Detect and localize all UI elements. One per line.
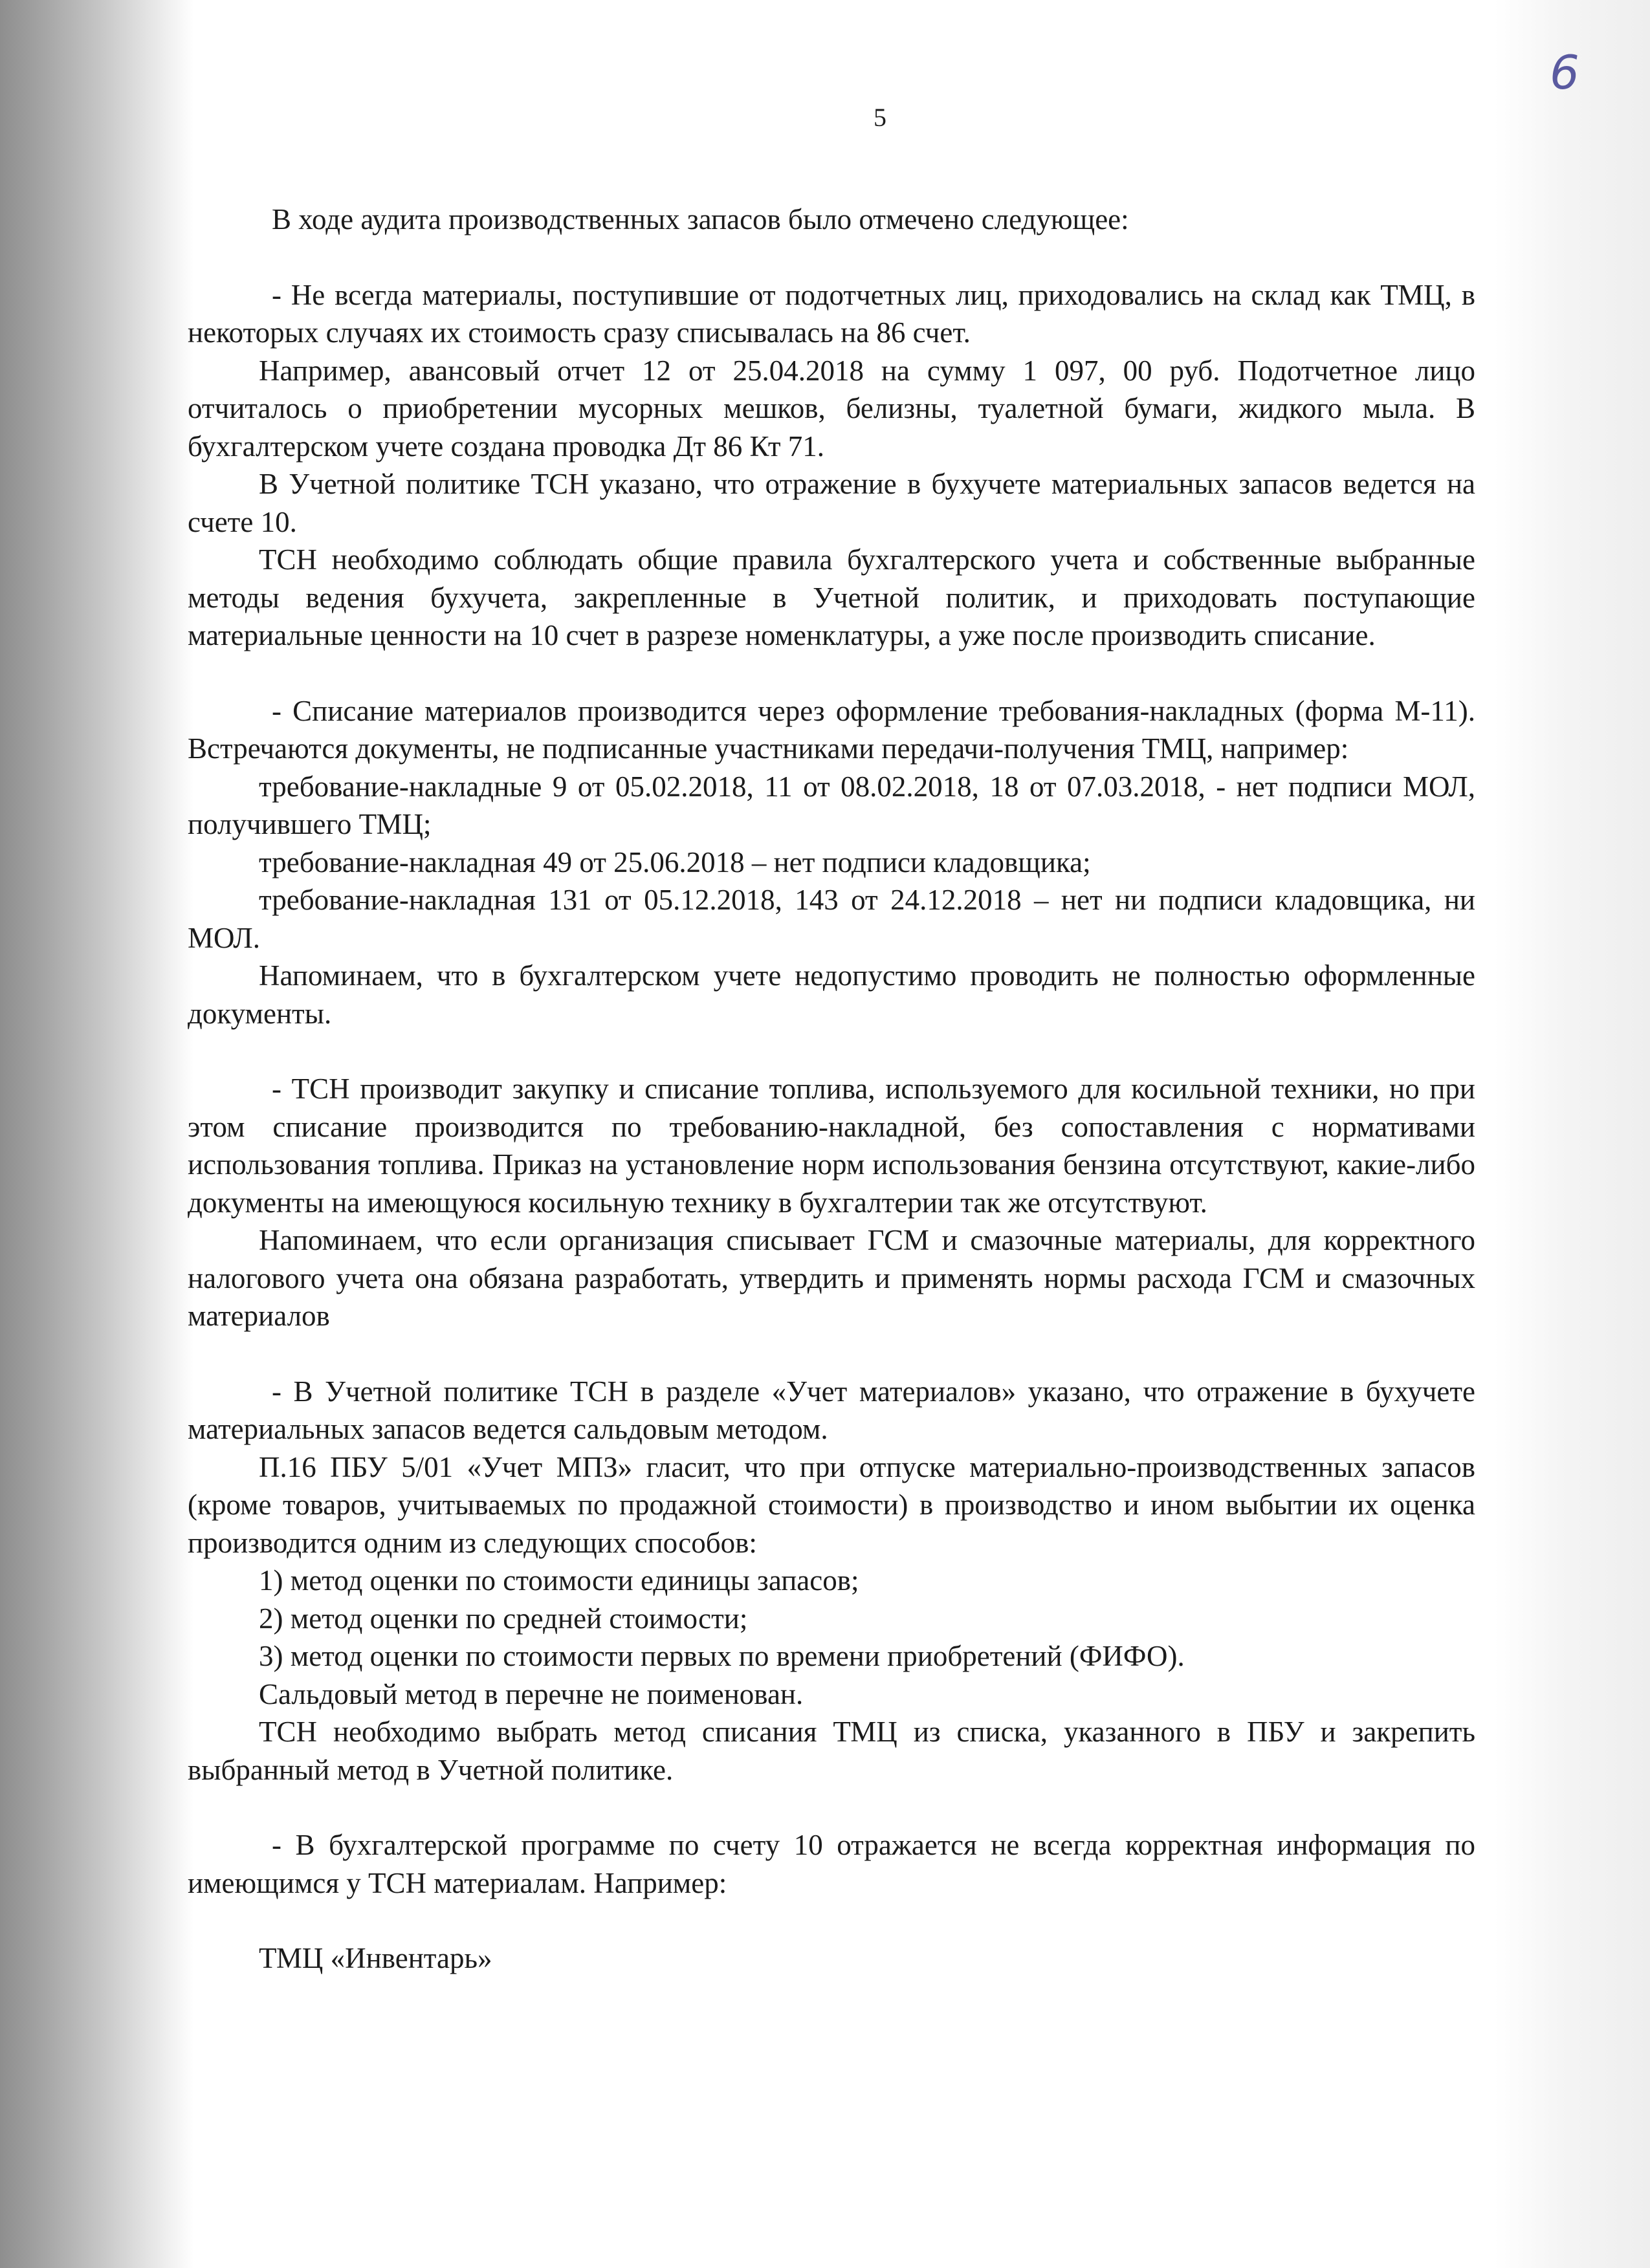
method-list-item: 3) метод оценки по стоимости первых по времени приобретений (ФИФО). [259, 1640, 1185, 1672]
finding-paragraph: - В Учетной политике ТСН в разделе «Учет материалов» указано, что отражение в бухучете материальных запасов ведется сальдовым методом. [188, 1375, 1475, 1445]
policy-paragraph: В Учетной политике ТСН указано, что отражение в бухучете материальных запасов ведется на счете 10. [188, 468, 1475, 538]
list-paragraph: требование-накладная 49 от 25.06.2018 – нет подписи кладовщика; [259, 845, 1091, 878]
recommendation-paragraph: ТСН необходимо соблюдать общие правила бухгалтерского учета и собственные выбранные методы ведения бухучета, закрепленные в Учетной политик, и приходовать поступающие материальные ценности на 10 счет в разрезе номенклатуры, а уже после производить списание. [188, 543, 1475, 651]
list-paragraph: требование-накладные 9 от 05.02.2018, 11 от 08.02.2018, 18 от 07.03.2018, - нет подписи МОЛ, получившего ТМЦ; [188, 770, 1475, 840]
bleed-through-area [1495, 0, 1650, 2268]
note-paragraph: Сальдовый метод в перечне не поименован. [259, 1677, 804, 1710]
regulation-paragraph: П.16 ПБУ 5/01 «Учет МПЗ» гласит, что при отпуске материально-производственных запасов (кроме товаров, учитываемых по продажной стоимости) в производство и ином выбытии их оценка производится одним из следующих способов: [188, 1450, 1475, 1559]
method-list-item: 2) метод оценки по средней стоимости; [259, 1602, 748, 1635]
intro-paragraph: В ходе аудита производственных запасов было отмечено следующее: [272, 203, 1129, 235]
finding-paragraph: - В бухгалтерской программе по счету 10 отражается не всегда корректная информация по имеющимся у ТСН материалам. Например: [188, 1829, 1475, 1899]
recommendation-paragraph: ТСН необходимо выбрать метод списания ТМЦ из списка, указанного в ПБУ и закрепить выбранный метод в Учетной политике. [188, 1716, 1475, 1786]
list-paragraph: требование-накладная 131 от 05.12.2018, 143 от 24.12.2018 – нет ни подписи кладовщика, ни МОЛ. [188, 884, 1475, 954]
example-paragraph: Например, авансовый отчет 12 от 25.04.2018 на сумму 1 097, 00 руб. Подотчетное лицо отчиталось о приобретении мусорных мешков, белизны, туалетной бумаги, жидкого мыла. В бухгалтерском учете создана проводка Дт 86 Кт 71. [188, 354, 1475, 463]
reminder-paragraph: Напоминаем, что если организация списывает ГСМ и смазочные материалы, для корректного налогового учета она обязана разработать, утвердить и применять нормы расхода ГСМ и смазочных материалов [188, 1224, 1475, 1332]
page-number: 5 [874, 103, 886, 132]
method-list-item: 1) метод оценки по стоимости единицы запасов; [259, 1564, 859, 1597]
reminder-paragraph: Напоминаем, что в бухгалтерском учете недопустимо проводить не полностью оформленные документы. [188, 959, 1475, 1030]
document-body [188, 201, 1475, 1978]
finding-paragraph: - Списание материалов производится через оформление требования-накладных (форма М-11). Встречаются документы, не подписанные участниками передачи-получения ТМЦ, например: [188, 694, 1475, 765]
finding-paragraph: - Не всегда материалы, поступившие от подотчетных лиц, приходовались на склад как ТМЦ, в некоторых случаях их стоимость сразу списывалась на 86 счет. [188, 278, 1475, 349]
subheading: ТМЦ «Инвентарь» [259, 1942, 492, 1974]
handwritten-page-number: 6 [1550, 45, 1579, 100]
scanner-shadow [0, 0, 194, 2268]
finding-paragraph: - ТСН производит закупку и списание топлива, используемого для косильной техники, но при этом списание производится по требованию-накладной, без сопоставления с нормативами использования топлива. Приказ на установление норм использования бензина отсутствуют, какие-либо документы на имеющуюся косильную технику в бухгалтерии так же отсутствуют. [188, 1073, 1475, 1219]
